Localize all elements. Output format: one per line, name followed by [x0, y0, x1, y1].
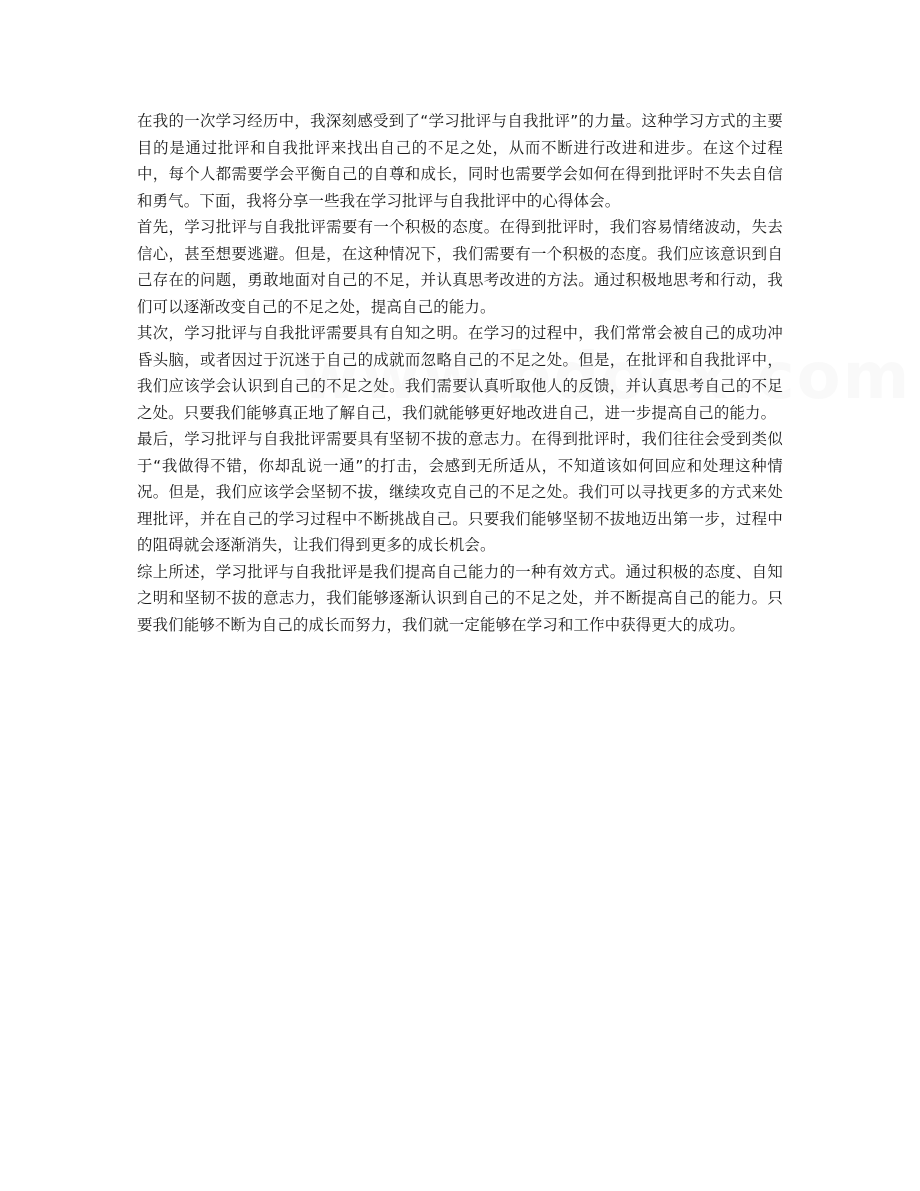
document-body — [137, 108, 783, 638]
paragraph-first: 首先，学习批评与自我批评需要有一个积极的态度。在得到批评时，我们容易情绪波动，失去信心，甚至想要逃避。但是，在这种情况下，我们需要有一个积极的态度。我们应该意识到自己存在的问题，勇敢地面对自己的不足，并认真思考改进的方法。通过积极地思考和行动，我们可以逐渐改变自己的不足之处，提高自己的能力。 — [137, 218, 783, 316]
paragraph-second: 其次，学习批评与自我批评需要具有自知之明。在学习的过程中，我们常常会被自己的成功冲昏头脑，或者因过于沉迷于自己的成就而忽略自己的不足之处。但是，在批评和自我批评中，我们应该学会认识到自己的不足之处。我们需要认真听取他人的反馈，并认真思考自己的不足之处。只要我们能够真正地了解自己，我们就能够更好地改进自己，进一步提高自己的能力。 — [137, 324, 783, 422]
paragraph-last: 最后，学习批评与自我批评需要具有坚韧不拔的意志力。在得到批评时，我们往往会受到类似于“我做得不错，你却乱说一通”的打击，会感到无所适从，不知道该如何回应和处理这种情况。但是，我们应该学会坚韧不拔，继续攻克自己的不足之处。我们可以寻找更多的方式来处理批评，并在自己的学习过程中不断挑战自己。只要我们能够坚韧不拔地迈出第一步，过程中的阻碍就会逐渐消失，让我们得到更多的成长机会。 — [137, 430, 783, 554]
paragraph-intro: 在我的一次学习经历中，我深刻感受到了“学习批评与自我批评”的力量。这种学习方式的主要目的是通过批评和自我批评来找出自己的不足之处，从而不断进行改进和进步。在这个过程中，每个人都需要学会平衡自己的自尊和成长，同时也需要学会如何在得到批评时不失去自信和勇气。下面，我将分享一些我在学习批评与自我批评中的心得体会。 — [137, 112, 783, 210]
paragraph-conclusion: 综上所述，学习批评与自我批评是我们提高自己能力的一种有效方式。通过积极的态度、自知之明和坚韧不拔的意志力，我们能够逐渐认识到自己的不足之处，并不断提高自己的能力。只要我们能够不断为自己的成长而努力，我们就一定能够在学习和工作中获得更大的成功。 — [137, 562, 783, 634]
